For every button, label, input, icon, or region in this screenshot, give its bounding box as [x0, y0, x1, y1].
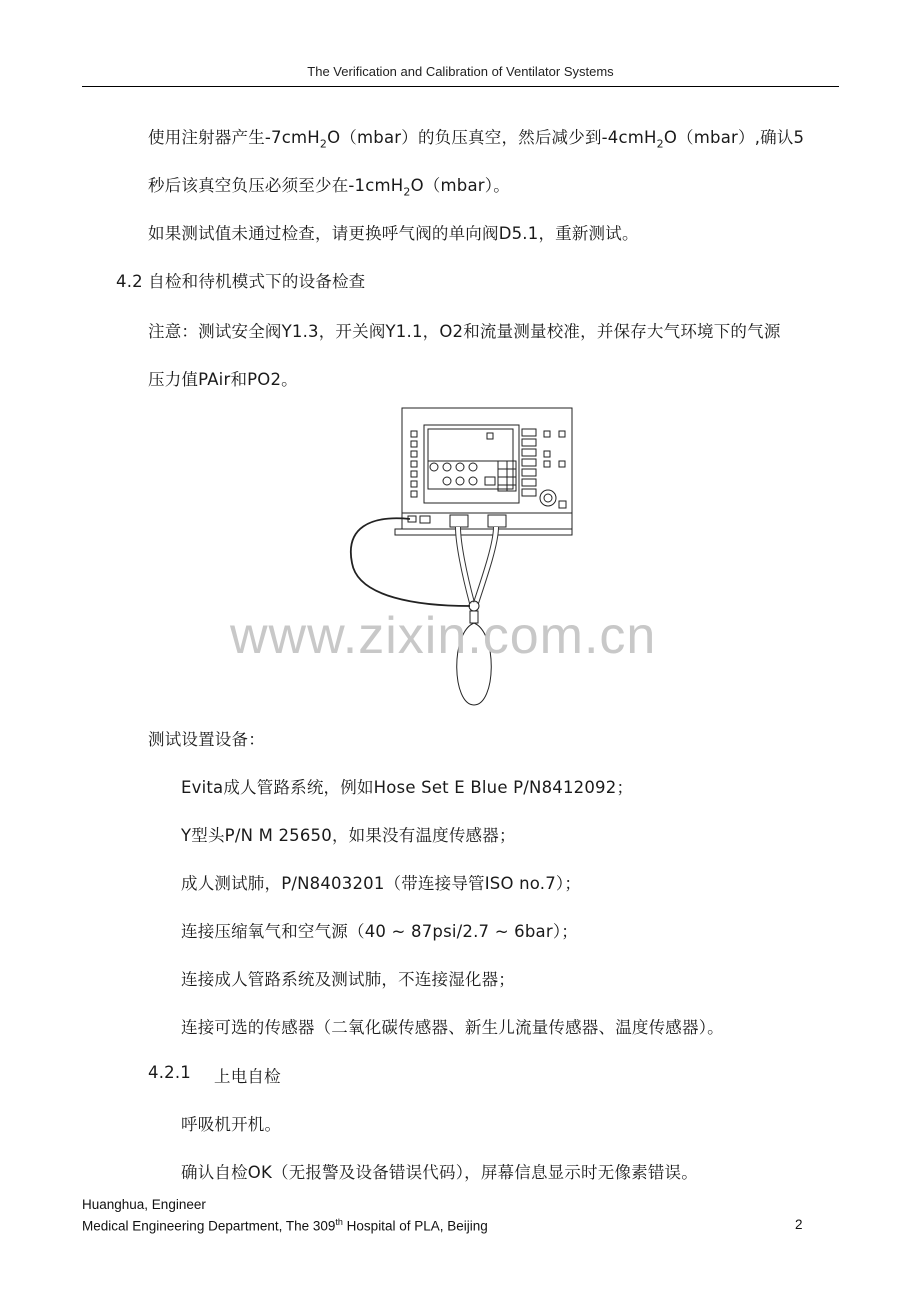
paragraph-line-3: 如果测试值未通过检查，请更换呼气阀的单向阀D5.1，重新测试。: [148, 224, 639, 243]
footer-author: Huanghua, Engineer: [82, 1197, 206, 1212]
section-heading-4-2: 4.2 自检和待机模式下的设备检查: [116, 272, 366, 291]
header-rule: [82, 86, 839, 87]
setup-item: 连接成人管路系统及测试肺，不连接湿化器；: [181, 970, 515, 989]
watermark: www.zixin.com.cn: [230, 607, 657, 665]
setup-item: Evita成人管路系统，例如Hose Set E Blue P/N8412092；: [181, 778, 634, 797]
paragraph-line-1: 使用注射器产生-7cmH$_2$O（mbar）的负压真空，然后减少到-4cmH$_2$O（mbar）,确认5: [148, 128, 805, 151]
section-heading-4-2-1: 上电自检: [214, 1067, 281, 1086]
paragraph-line-2: 秒后该真空负压必须至少在-1cmH$_2$O（mbar）。: [148, 176, 510, 199]
section-number-4-2-1: 4.2.1: [148, 1063, 191, 1082]
note-line-2: 压力值PAir和PO2。: [148, 370, 298, 389]
page-number: 2: [795, 1217, 803, 1232]
step-line: 确认自检OK（无报警及设备错误代码），屏幕信息显示时无像素错误。: [181, 1163, 698, 1182]
step-line: 呼吸机开机。: [181, 1115, 282, 1134]
note-line-1: 注意：测试安全阀Y1.3，开关阀Y1.1，O2和流量测量校准，并保存大气环境下的气源: [148, 322, 781, 341]
running-header: The Verification and Calibration of Ventilator Systems: [307, 64, 614, 79]
setup-title: 测试设置设备：: [148, 730, 265, 749]
setup-item: 连接可选的传感器（二氧化碳传感器、新生儿流量传感器、温度传感器）。: [181, 1018, 724, 1037]
setup-item: 成人测试肺，P/N8403201（带连接导管ISO no.7）；: [181, 874, 582, 893]
setup-item: 连接压缩氧气和空气源（40 ~ 87psi/2.7 ~ 6bar）；: [181, 922, 578, 941]
footer-affiliation: Medical Engineering Department, The 309th Hospital of PLA, Beijing: [82, 1217, 488, 1234]
setup-item: Y型头P/N M 25650，如果没有温度传感器；: [181, 826, 516, 845]
